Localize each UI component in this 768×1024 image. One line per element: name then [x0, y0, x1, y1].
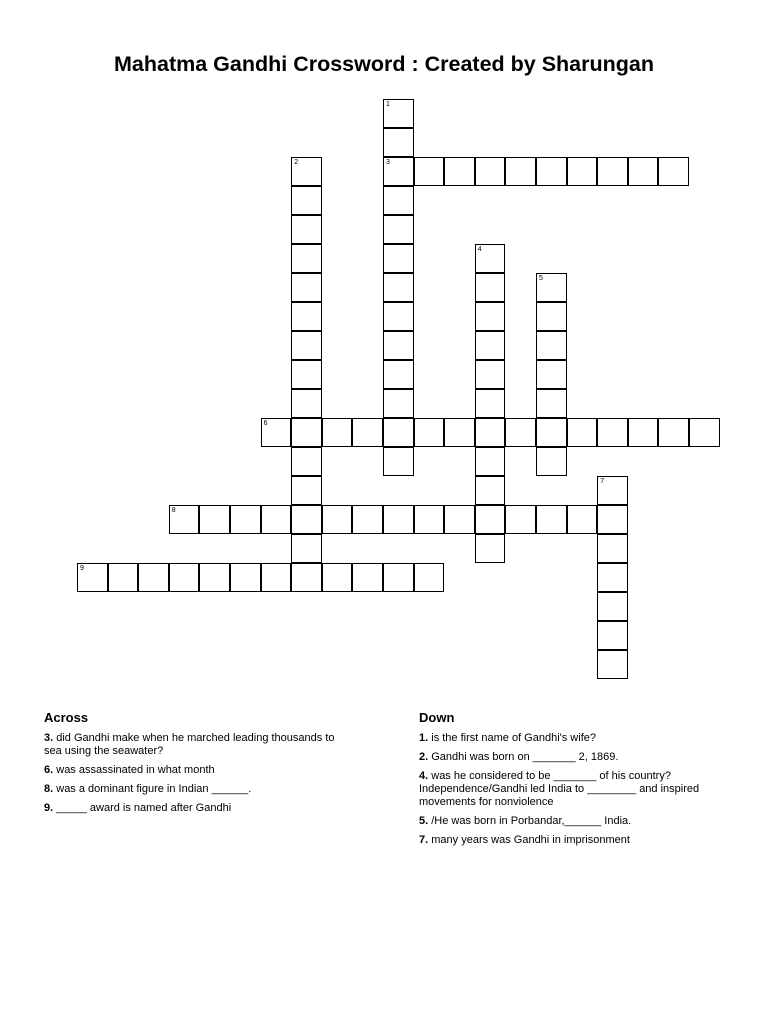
grid-cell[interactable]	[475, 447, 506, 476]
grid-cell[interactable]	[628, 157, 659, 186]
grid-cell[interactable]	[383, 505, 414, 534]
grid-cell[interactable]	[567, 418, 598, 447]
across-clue: 3. did Gandhi make when he marched leading thousands to sea using the seawater?	[44, 732, 335, 757]
grid-cell[interactable]	[291, 389, 322, 418]
grid-cell[interactable]	[291, 476, 322, 505]
grid-cell[interactable]	[658, 157, 689, 186]
grid-cell[interactable]	[383, 447, 414, 476]
across-clue: 6. was assassinated in what month	[44, 764, 215, 776]
grid-cell[interactable]	[169, 505, 200, 534]
grid-cell[interactable]	[536, 360, 567, 389]
page-title: Mahatma Gandhi Crossword : Created by Sharungan	[114, 52, 654, 76]
grid-cell[interactable]	[383, 99, 414, 128]
grid-cell[interactable]	[322, 505, 353, 534]
grid-cell[interactable]	[444, 505, 475, 534]
grid-cell[interactable]	[383, 360, 414, 389]
grid-cell[interactable]	[383, 331, 414, 360]
grid-cell[interactable]	[536, 331, 567, 360]
grid-cell[interactable]	[383, 418, 414, 447]
grid-cell[interactable]	[291, 244, 322, 273]
down-clue: 7. many years was Gandhi in imprisonment	[419, 834, 630, 846]
grid-cell[interactable]	[199, 505, 230, 534]
grid-cell[interactable]	[352, 418, 383, 447]
grid-cell[interactable]	[291, 447, 322, 476]
grid-cell[interactable]	[383, 215, 414, 244]
grid-cell[interactable]	[567, 157, 598, 186]
grid-cell[interactable]	[291, 302, 322, 331]
grid-cell[interactable]	[475, 331, 506, 360]
down-clues	[419, 710, 719, 853]
grid-cell[interactable]	[505, 157, 536, 186]
grid-cell[interactable]	[291, 360, 322, 389]
grid-cell[interactable]	[475, 302, 506, 331]
down-clue: 2. Gandhi was born on _______ 2, 1869.	[419, 751, 619, 763]
grid-cell[interactable]	[567, 505, 598, 534]
grid-cell[interactable]	[291, 186, 322, 215]
grid-cell[interactable]	[475, 244, 506, 273]
down-clue: 1. is the first name of Gandhi's wife?	[419, 732, 596, 744]
grid-cell[interactable]	[628, 418, 659, 447]
grid-cell[interactable]	[597, 621, 628, 650]
grid-cell[interactable]	[414, 505, 445, 534]
grid-cell[interactable]	[169, 563, 200, 592]
grid-cell[interactable]	[597, 534, 628, 563]
grid-cell[interactable]	[597, 650, 628, 679]
clue-number: 7	[600, 478, 605, 485]
grid-cell[interactable]	[475, 418, 506, 447]
grid-cell[interactable]	[475, 389, 506, 418]
grid-cell[interactable]	[383, 563, 414, 592]
grid-cell[interactable]	[536, 389, 567, 418]
grid-cell[interactable]	[230, 563, 261, 592]
grid-cell[interactable]	[322, 563, 353, 592]
grid-cell[interactable]	[138, 563, 169, 592]
grid-cell[interactable]	[383, 128, 414, 157]
grid-cell[interactable]	[536, 157, 567, 186]
grid-cell[interactable]	[383, 157, 414, 186]
down-heading: Down	[419, 710, 455, 725]
grid-cell[interactable]	[230, 505, 261, 534]
grid-cell[interactable]	[536, 418, 567, 447]
grid-cell[interactable]	[383, 273, 414, 302]
grid-cell[interactable]	[414, 418, 445, 447]
grid-cell[interactable]	[597, 563, 628, 592]
grid-cell[interactable]	[475, 360, 506, 389]
grid-cell[interactable]	[77, 563, 108, 592]
clue-number: 5	[539, 275, 543, 282]
grid-cell[interactable]	[475, 157, 506, 186]
grid-cell[interactable]	[536, 273, 567, 302]
grid-cell[interactable]	[108, 563, 139, 592]
grid-cell[interactable]	[322, 418, 353, 447]
grid-cell[interactable]	[291, 273, 322, 302]
grid-cell[interactable]	[689, 418, 720, 447]
grid-cell[interactable]	[291, 505, 322, 534]
clue-number: 4	[477, 246, 482, 253]
grid-cell[interactable]	[291, 331, 322, 360]
grid-cell[interactable]	[199, 563, 230, 592]
grid-cell[interactable]	[291, 215, 322, 244]
grid-cell[interactable]	[475, 534, 506, 563]
clue-number: 3	[386, 159, 390, 166]
down-clue: 4. was he considered to be _______ of his country? Independence/Gandhi led India to ________ and inspired movements for nonviolence	[419, 770, 700, 808]
grid-cell[interactable]	[475, 505, 506, 534]
grid-cell[interactable]	[383, 186, 414, 215]
grid-cell[interactable]	[414, 157, 445, 186]
across-heading: Across	[44, 710, 89, 725]
grid-cell[interactable]	[291, 157, 322, 186]
clue-number: 6	[263, 420, 268, 427]
grid-cell[interactable]	[261, 505, 292, 534]
clue-number: 9	[80, 565, 84, 572]
grid-cell[interactable]	[261, 563, 292, 592]
across-clue: 8. was a dominant figure in Indian ______.	[44, 783, 252, 795]
grid-cell[interactable]	[658, 418, 689, 447]
across-clue: 9. _____ award is named after Gandhi	[44, 802, 232, 814]
grid-cell[interactable]	[536, 302, 567, 331]
grid-cell[interactable]	[352, 563, 383, 592]
grid-cell[interactable]	[536, 447, 567, 476]
grid-cell[interactable]	[291, 563, 322, 592]
grid-cell[interactable]	[505, 505, 536, 534]
grid-cell[interactable]	[352, 505, 383, 534]
grid-cell[interactable]	[383, 302, 414, 331]
grid-cell[interactable]	[475, 273, 506, 302]
grid-cell[interactable]	[597, 592, 628, 621]
grid-cell[interactable]	[383, 244, 414, 273]
grid-cell[interactable]	[444, 418, 475, 447]
grid-cell[interactable]	[536, 505, 567, 534]
grid-cell[interactable]	[291, 418, 322, 447]
down-clue: 5. /He was born in Porbandar,______ India.	[419, 815, 632, 827]
grid-cell[interactable]	[414, 563, 445, 592]
across-clues	[44, 710, 344, 821]
grid-cell[interactable]	[597, 418, 628, 447]
clue-number: 2	[294, 159, 299, 166]
grid-cell[interactable]	[383, 389, 414, 418]
clue-number: 1	[386, 101, 390, 108]
grid-cell[interactable]	[475, 476, 506, 505]
grid-cell[interactable]	[444, 157, 475, 186]
grid-cell[interactable]	[505, 418, 536, 447]
grid-cell[interactable]	[597, 157, 628, 186]
clue-number: 8	[171, 507, 176, 514]
grid-cell[interactable]	[597, 476, 628, 505]
grid-cell[interactable]	[597, 505, 628, 534]
grid-cell[interactable]	[291, 534, 322, 563]
grid-cell[interactable]	[261, 418, 292, 447]
